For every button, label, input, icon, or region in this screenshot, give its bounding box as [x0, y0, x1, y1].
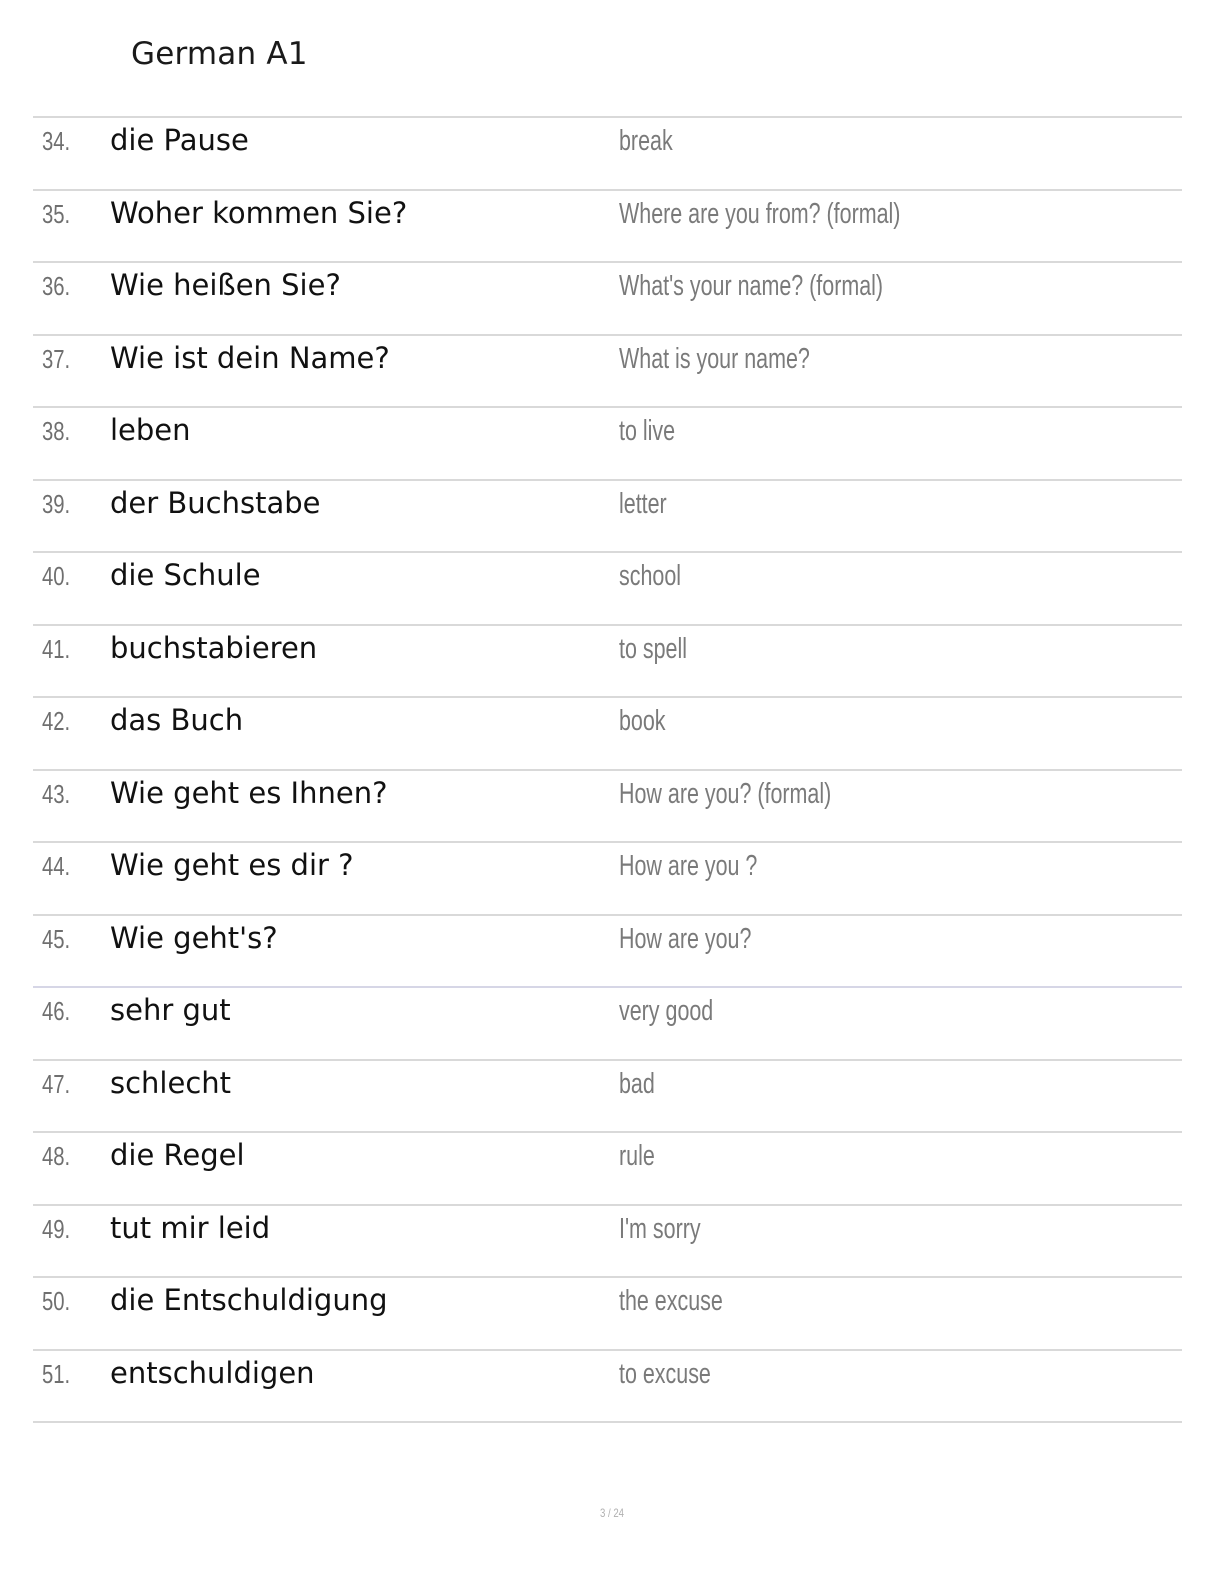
- row-number: 43.: [42, 778, 71, 809]
- row-number: 40.: [42, 561, 71, 591]
- vocabulary-row: [33, 336, 1182, 409]
- english-translation: How are you? (formal): [619, 777, 832, 810]
- row-number: 34.: [42, 126, 71, 156]
- german-term: das Buch: [110, 703, 244, 737]
- german-term: Wie geht es dir ?: [110, 848, 354, 882]
- vocabulary-row: [33, 263, 1182, 336]
- vocabulary-row: [33, 118, 1182, 191]
- row-number: 38.: [42, 416, 71, 446]
- vocabulary-row: [33, 771, 1182, 844]
- german-term: sehr gut: [110, 993, 231, 1027]
- german-term: leben: [110, 413, 191, 447]
- vocabulary-row: [33, 843, 1182, 916]
- german-term: buchstabieren: [110, 630, 318, 665]
- german-term: Wie geht's?: [110, 920, 278, 955]
- german-term: Woher kommen Sie?: [110, 195, 408, 230]
- vocabulary-row: [33, 1061, 1182, 1134]
- english-translation: very good: [619, 995, 714, 1027]
- vocabulary-row: [33, 1278, 1182, 1351]
- row-number: 35.: [42, 198, 71, 229]
- german-term: der Buchstabe: [110, 485, 321, 520]
- vocabulary-table: [33, 116, 1182, 1423]
- row-number: 41.: [42, 633, 71, 664]
- english-translation: How are you ?: [619, 850, 758, 882]
- german-term: die Pause: [110, 123, 249, 157]
- vocabulary-row: [33, 553, 1182, 626]
- vocabulary-row: [33, 626, 1182, 699]
- english-translation: break: [619, 125, 673, 157]
- english-translation: bad: [619, 1067, 655, 1100]
- vocabulary-row: [33, 408, 1182, 481]
- english-translation: rule: [619, 1140, 655, 1172]
- vocabulary-row: [33, 191, 1182, 264]
- english-translation: What's your name? (formal): [619, 270, 884, 302]
- german-term: die Entschuldigung: [110, 1283, 388, 1317]
- row-number: 48.: [42, 1141, 71, 1171]
- german-term: Wie geht es Ihnen?: [110, 775, 388, 810]
- german-term: Wie heißen Sie?: [110, 268, 341, 302]
- english-translation: the excuse: [619, 1285, 723, 1317]
- row-number: 49.: [42, 1213, 71, 1244]
- row-number: 44.: [42, 851, 71, 881]
- page-indicator: 3 / 24: [599, 1506, 625, 1520]
- english-translation: I'm sorry: [619, 1212, 701, 1245]
- row-number: 45.: [42, 923, 71, 954]
- row-number: 47.: [42, 1068, 71, 1099]
- row-number: 39.: [42, 488, 71, 519]
- english-translation: book: [619, 705, 666, 737]
- english-translation: school: [619, 560, 682, 592]
- row-number: 51.: [42, 1358, 71, 1389]
- english-translation: to excuse: [619, 1357, 711, 1390]
- german-term: die Schule: [110, 558, 261, 592]
- english-translation: What is your name?: [619, 342, 810, 375]
- english-translation: to spell: [619, 632, 687, 665]
- document-title: German A1: [131, 36, 308, 72]
- german-term: die Regel: [110, 1138, 245, 1172]
- row-number: 36.: [42, 271, 71, 301]
- vocabulary-row: [33, 481, 1182, 554]
- vocabulary-row: [33, 1351, 1182, 1424]
- german-term: Wie ist dein Name?: [110, 340, 390, 375]
- english-translation: How are you?: [619, 922, 752, 955]
- vocabulary-row: [33, 698, 1182, 771]
- row-number: 37.: [42, 343, 71, 374]
- english-translation: Where are you from? (formal): [619, 197, 901, 230]
- vocabulary-row: [33, 988, 1182, 1061]
- row-number: 50.: [42, 1286, 71, 1316]
- row-number: 46.: [42, 996, 71, 1026]
- german-term: schlecht: [110, 1065, 232, 1100]
- row-number: 42.: [42, 706, 71, 736]
- english-translation: letter: [619, 487, 667, 520]
- german-term: tut mir leid: [110, 1210, 271, 1245]
- vocabulary-row: [33, 1133, 1182, 1206]
- vocabulary-row: [33, 1206, 1182, 1279]
- english-translation: to live: [619, 415, 676, 447]
- german-term: entschuldigen: [110, 1355, 315, 1390]
- vocabulary-row: [33, 916, 1182, 989]
